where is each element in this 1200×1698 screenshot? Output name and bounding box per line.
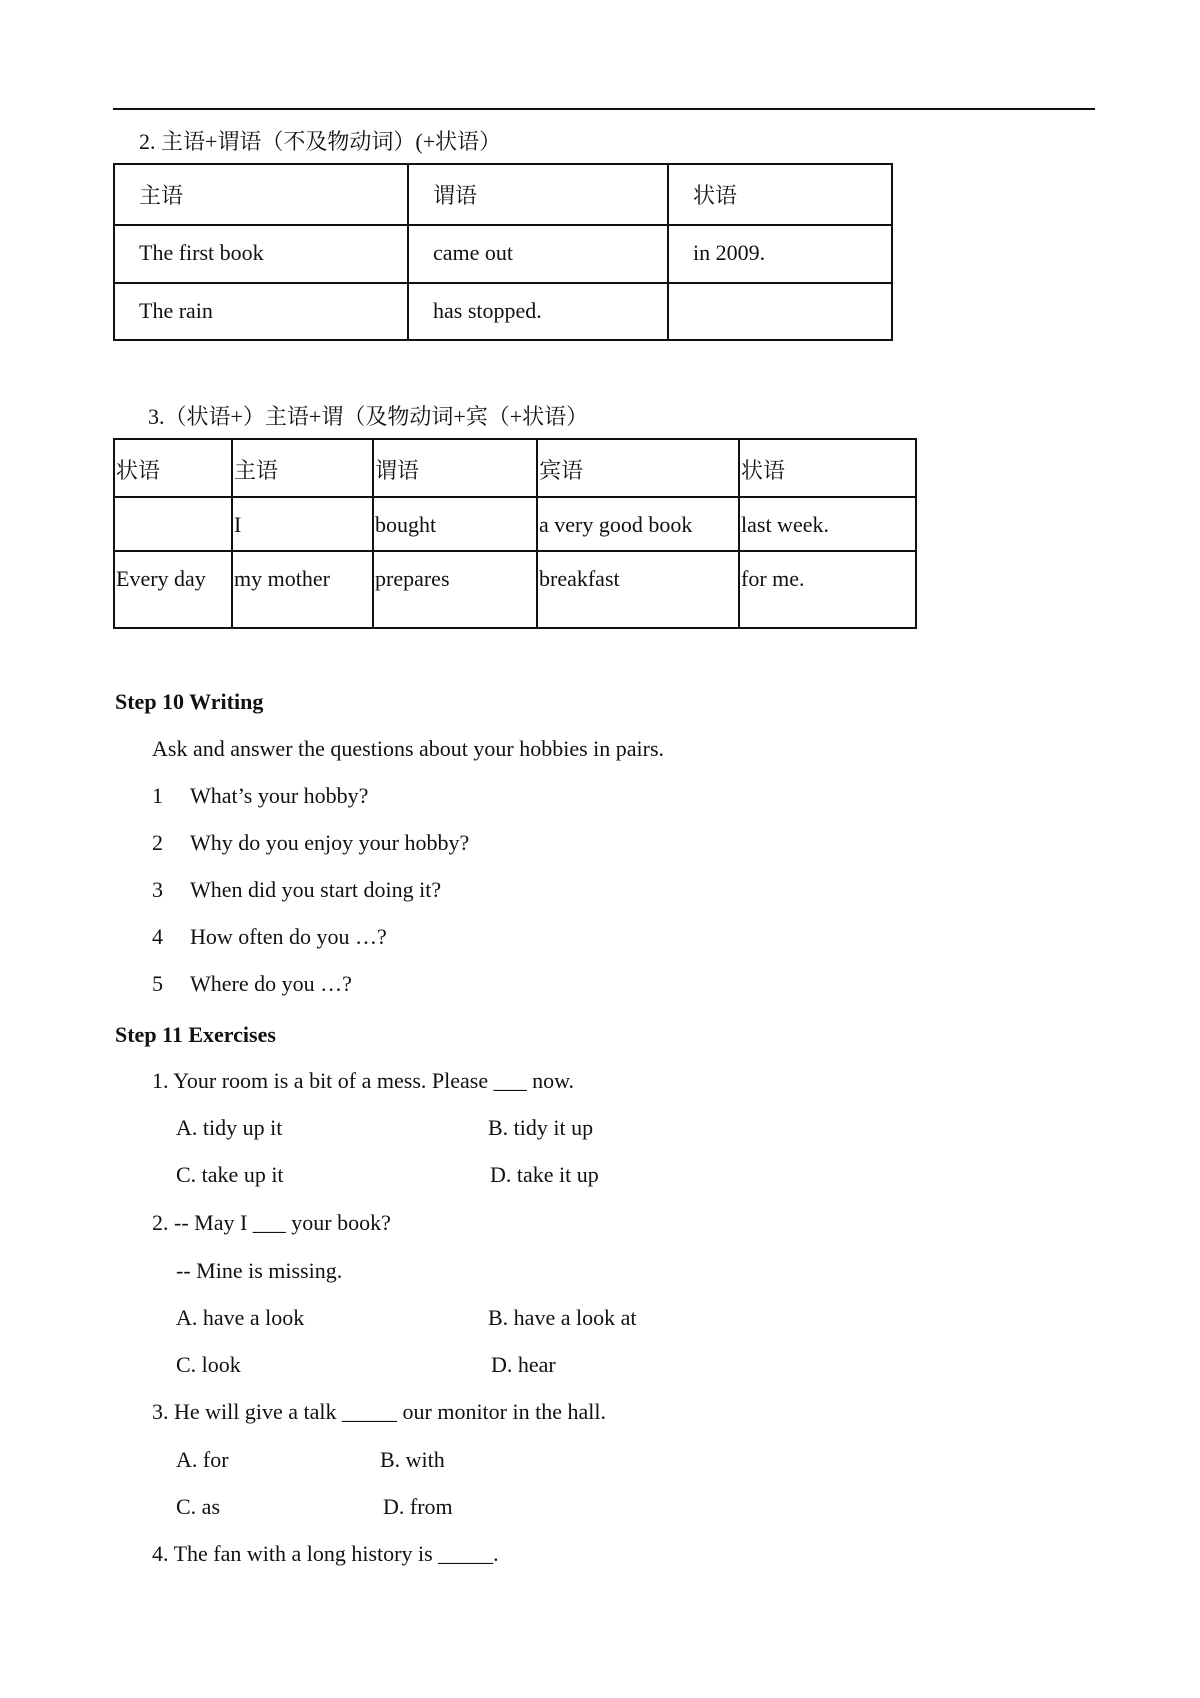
- table-cell: [114, 497, 232, 551]
- table-cell: last week.: [739, 497, 916, 551]
- section2-heading: 2. 主语+谓语（不及物动词）(+状语）: [139, 129, 502, 154]
- list-item: [152, 832, 469, 854]
- table-cell: my mother: [232, 551, 373, 628]
- exercise-2-option-b: B. have a look at: [488, 1305, 637, 1330]
- exercise-2-option-d: D. hear: [491, 1352, 556, 1377]
- table-transitive: [113, 438, 917, 629]
- header-cell-predicate: 谓语: [408, 164, 668, 225]
- table-cell: bought: [373, 497, 537, 551]
- table-row: [114, 497, 916, 551]
- question-number: 1: [152, 783, 163, 808]
- step11-title: Step 11 Exercises: [115, 1022, 276, 1047]
- header-cell-adverbial: 状语: [739, 439, 916, 497]
- exercise-2-stem: 2. -- May I ___ your book?: [152, 1210, 391, 1235]
- header-rule: [113, 108, 1095, 110]
- question-text: What’s your hobby?: [190, 783, 369, 808]
- table-cell: came out: [408, 225, 668, 283]
- exercise-3-option-a: A. for: [176, 1447, 229, 1472]
- table-row: [114, 551, 916, 628]
- table-row: [114, 283, 892, 340]
- header-cell-adverbial: 状语: [668, 164, 892, 225]
- exercise-3-option-c: C. as: [176, 1494, 220, 1519]
- table-cell: I: [232, 497, 373, 551]
- exercise-1-option-d: D. take it up: [490, 1162, 599, 1187]
- table-cell: a very good book: [537, 497, 739, 551]
- question-text: Where do you …?: [190, 971, 352, 996]
- step10-title: Step 10 Writing: [115, 689, 264, 714]
- table-cell: The rain: [114, 283, 408, 340]
- exercise-3-stem: 3. He will give a talk _____ our monitor in the hall.: [152, 1399, 606, 1424]
- exercise-1-stem: 1. Your room is a bit of a mess. Please ___ now.: [152, 1068, 575, 1093]
- question-text: When did you start doing it?: [190, 877, 442, 902]
- table-cell: in 2009.: [668, 225, 892, 283]
- list-item: [152, 926, 387, 948]
- question-text: Why do you enjoy your hobby?: [190, 830, 470, 855]
- question-text: How often do you …?: [190, 924, 387, 949]
- exercise-3-option-b: B. with: [380, 1447, 445, 1472]
- question-number: 4: [152, 924, 163, 949]
- exercise-2-dialogue-line: -- Mine is missing.: [176, 1258, 343, 1283]
- header-cell-subject: 主语: [232, 439, 373, 497]
- list-item: [152, 973, 352, 995]
- list-item: [152, 879, 441, 901]
- table-cell: Every day: [114, 551, 232, 628]
- table-cell: for me.: [739, 551, 916, 628]
- exercise-2-option-c: C. look: [176, 1352, 241, 1377]
- question-number: 5: [152, 971, 163, 996]
- table-header-row: [114, 439, 916, 497]
- header-cell-predicate: 谓语: [373, 439, 537, 497]
- table-header-row: [114, 164, 892, 225]
- exercise-1-option-a: A. tidy up it: [176, 1115, 283, 1140]
- list-item: [152, 785, 368, 807]
- table-intransitive: [113, 163, 893, 341]
- table-row: [114, 225, 892, 283]
- table-cell: The first book: [114, 225, 408, 283]
- table-cell: [668, 283, 892, 340]
- table-cell: breakfast: [537, 551, 739, 628]
- header-cell-subject: 主语: [114, 164, 408, 225]
- header-cell-adverbial: 状语: [114, 439, 232, 497]
- header-cell-object: 宾语: [537, 439, 739, 497]
- exercise-2-option-a: A. have a look: [176, 1305, 305, 1330]
- table-cell: has stopped.: [408, 283, 668, 340]
- exercise-1-option-b: B. tidy it up: [488, 1115, 594, 1140]
- exercise-3-option-d: D. from: [383, 1494, 453, 1519]
- section3-heading: 3.（状语+）主语+谓（及物动词+宾（+状语）: [148, 404, 589, 429]
- exercise-1-option-c: C. take up it: [176, 1162, 284, 1187]
- question-number: 3: [152, 877, 163, 902]
- table-cell: prepares: [373, 551, 537, 628]
- question-number: 2: [152, 830, 163, 855]
- exercise-4-stem: 4. The fan with a long history is _____.: [152, 1541, 499, 1566]
- step10-instruction: Ask and answer the questions about your hobbies in pairs.: [152, 736, 665, 761]
